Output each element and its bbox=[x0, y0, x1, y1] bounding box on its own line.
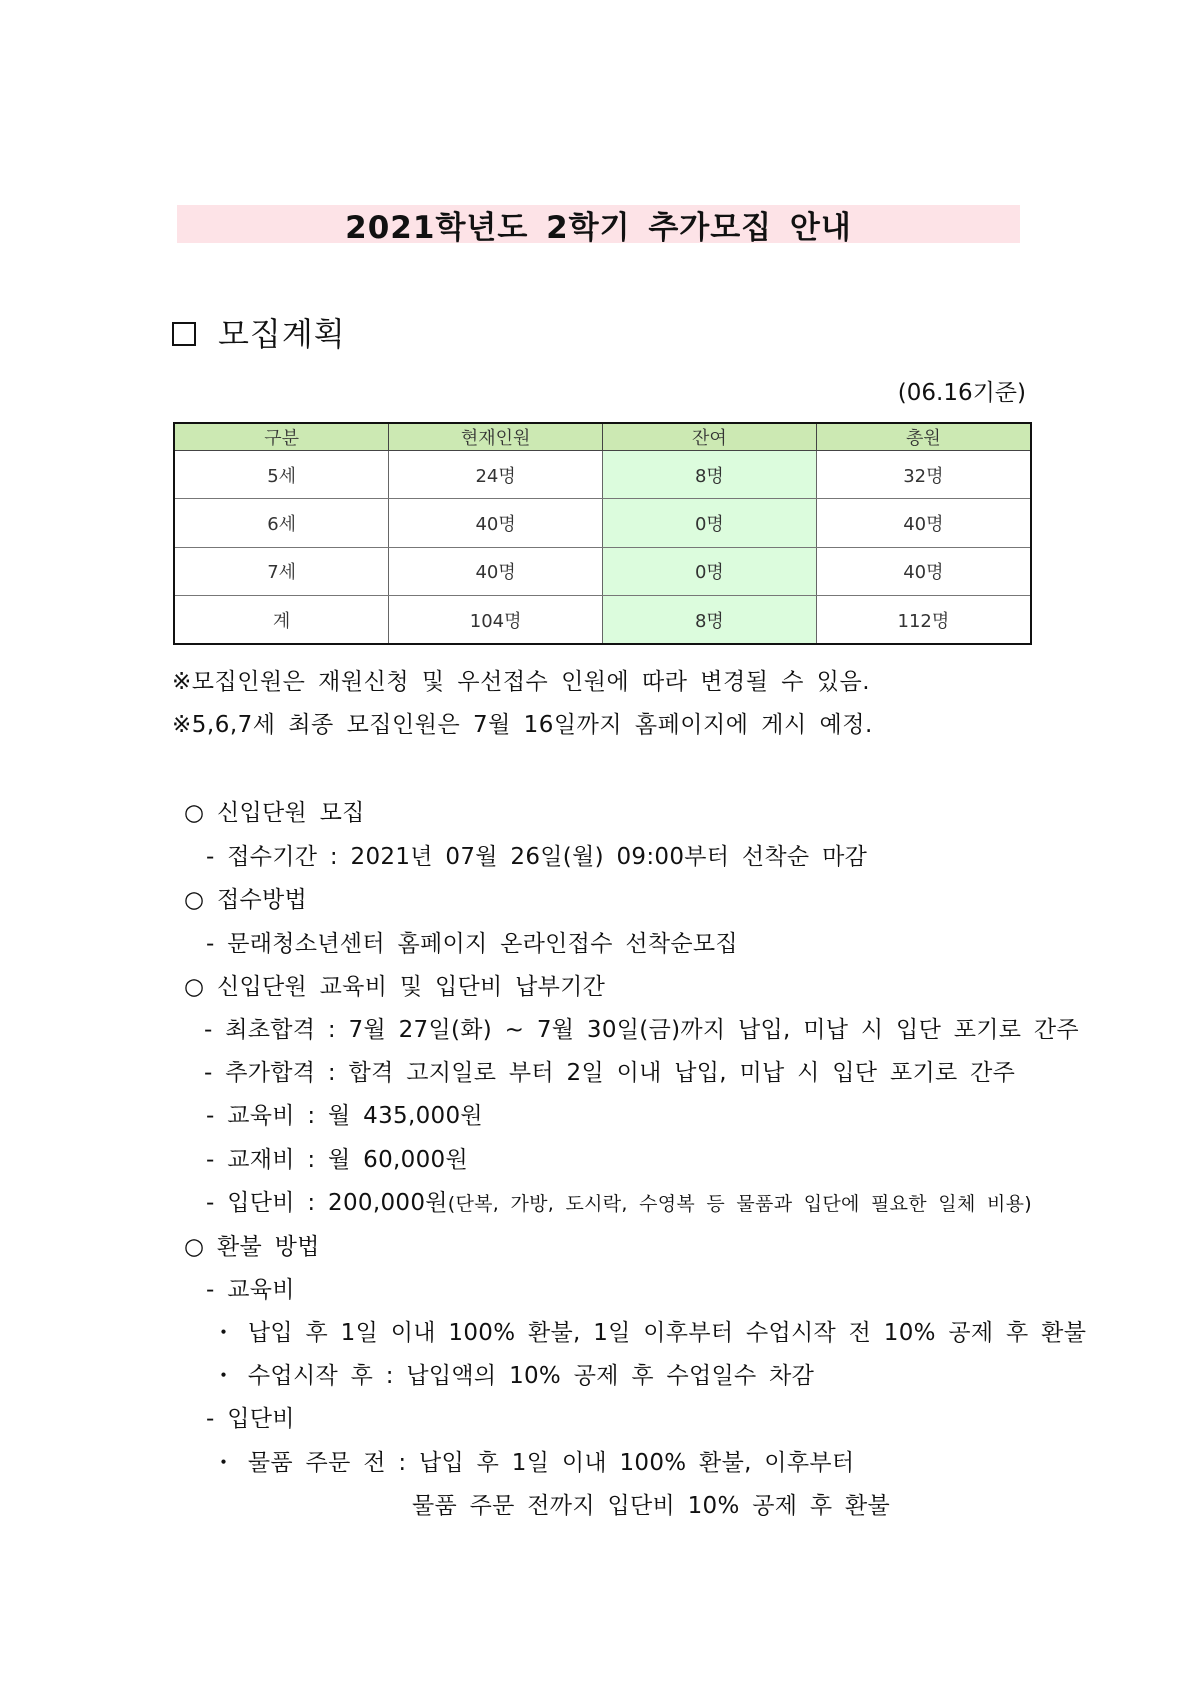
detail-refund-tuition-1: ・ 납입 후 1일 이내 100% 환불, 1일 이후부터 수업시작 전 10% 공제 후 환불 bbox=[212, 1320, 1087, 1346]
table-cell: 0명 bbox=[603, 499, 817, 547]
entrance-fee-main: - 입단비 : 200,000원 bbox=[206, 1190, 448, 1216]
detail-refund-tuition: - 교육비 bbox=[206, 1277, 295, 1303]
table-cell: 8명 bbox=[603, 451, 817, 499]
detail-payment-heading: ○ 신입단원 교육비 및 입단비 납부기간 bbox=[184, 974, 606, 1000]
table-header-row bbox=[175, 424, 1030, 451]
section-heading bbox=[172, 310, 346, 354]
note-2: ※5,6,7세 최종 모집인원은 7월 16일까지 홈페이지에 게시 예정. bbox=[172, 712, 873, 738]
detail-entrance-fee bbox=[206, 1184, 1032, 1217]
detail-refund-tuition-2: ・ 수업시작 후 : 납입액의 10% 공제 후 수업일수 차감 bbox=[212, 1363, 815, 1389]
table-cell: 7세 bbox=[175, 547, 389, 595]
recruitment-table bbox=[173, 422, 1032, 645]
header-current: 현재인원 bbox=[389, 424, 603, 451]
table-cell: 40명 bbox=[816, 547, 1030, 595]
table-row bbox=[175, 451, 1030, 499]
table-cell: 40명 bbox=[389, 547, 603, 595]
detail-refund-entrance-2: 물품 주문 전까지 입단비 10% 공제 후 환불 bbox=[412, 1493, 891, 1519]
basis-date: (06.16기준) bbox=[897, 380, 1026, 406]
title-bar bbox=[177, 205, 1020, 246]
detail-recruit-heading: ○ 신입단원 모집 bbox=[184, 800, 365, 826]
table-cell: 6세 bbox=[175, 499, 389, 547]
header-total: 총원 bbox=[816, 424, 1030, 451]
detail-textbook-fee: - 교재비 : 월 60,000원 bbox=[206, 1147, 468, 1173]
entrance-fee-note: (단복, 가방, 도시락, 수영복 등 물품과 입단에 필요한 일체 비용) bbox=[447, 1193, 1032, 1215]
section-heading-text: 모집계획 bbox=[218, 315, 346, 353]
table-cell: 40명 bbox=[816, 499, 1030, 547]
table-cell: 112명 bbox=[897, 610, 950, 632]
detail-refund-entrance: - 입단비 bbox=[206, 1406, 295, 1432]
table-cell: 계 bbox=[175, 596, 389, 643]
detail-first-pass: - 최초합격 : 7월 27일(화) ~ 7월 30일(금)까지 납입, 미납 시 입단 포기로 간주 bbox=[204, 1017, 1079, 1043]
table-row bbox=[175, 596, 1030, 643]
detail-period: - 접수기간 : 2021년 07월 26일(월) 09:00부터 선착순 마감 bbox=[206, 844, 868, 870]
detail-refund-entrance-1: ・ 물품 주문 전 : 납입 후 1일 이내 100% 환불, 이후부터 bbox=[212, 1450, 855, 1476]
detail-method-heading: ○ 접수방법 bbox=[184, 887, 308, 913]
table-cell: 5세 bbox=[175, 451, 389, 499]
page-title: 2021학년도 2학기 추가모집 안내 bbox=[345, 209, 852, 246]
header-remaining: 잔여 bbox=[603, 424, 817, 451]
checkbox-icon bbox=[172, 322, 196, 346]
table-cell: 24명 bbox=[389, 451, 603, 499]
detail-tuition: - 교육비 : 월 435,000원 bbox=[206, 1103, 483, 1129]
detail-refund-heading: ○ 환불 방법 bbox=[184, 1234, 320, 1260]
table-cell: 40명 bbox=[389, 499, 603, 547]
table-row bbox=[175, 499, 1030, 547]
header-category: 구분 bbox=[175, 424, 389, 451]
table-cell: 104명 bbox=[389, 596, 603, 643]
detail-method: - 문래청소년센터 홈페이지 온라인접수 선착순모집 bbox=[206, 931, 738, 957]
table-row bbox=[175, 547, 1030, 595]
table-cell: 8명 bbox=[603, 596, 817, 643]
table-cell: 32명 bbox=[816, 451, 1030, 499]
detail-additional-pass: - 추가합격 : 합격 고지일로 부터 2일 이내 납입, 미납 시 입단 포기로 간주 bbox=[204, 1060, 1016, 1086]
table-cell: 0명 bbox=[603, 547, 817, 595]
note-1: ※모집인원은 재원신청 및 우선접수 인원에 따라 변경될 수 있음. bbox=[172, 669, 871, 695]
